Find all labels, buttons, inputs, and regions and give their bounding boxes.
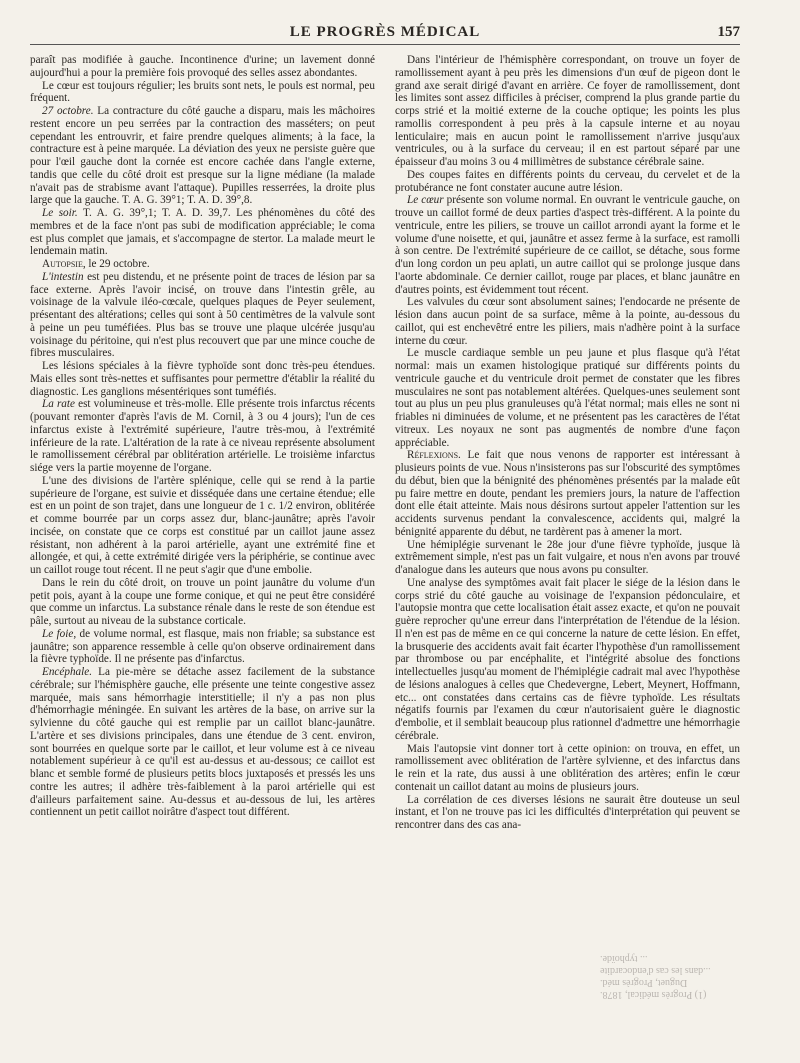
paragraph-text: Mais l'autopsie vint donner tort à cette opinion: on trouva, en effet, un ramollissement avec oblitération de l'artère sylvienne, et des infarctus dans le rein et la rate, dus aussi à une oblitération des artères; enfin le cœur contenait un caillot datant au moins de plusieurs jours. xyxy=(395,742,740,793)
paragraph-text: La pie-mère se détache assez facilement de la substance cérébrale; sur l'hémisphère gauche, elle présente une teinte congestive assez marquée, mais sans hémorrhagie interstitielle; il n'y a pas non plus d'hémorrhagie méningée. En suivant les artères de la base, on arrive sur la sylvienne du côté gauche qui est remplie par un caillot blanc-jaunâtre. L'artère et ses divisions principales, dans une étendue de 3 cent. environ, sont bourrées en quelque sorte par le caillot, et leur volume est à ce niveau notablement supérieur à ce qu'il est au-dessus et au-dessous; ce caillot est blanc et semble formé de plusieurs petits blocs juxtaposés et pressés les uns contre les autres; il adhère très-faiblement à la paroi artérielle qui est d'ailleurs parfaitement saine. Au-dessus et au-dessous de lui, les artères contiennent un petit caillot noirâtre d'aspect tout différent. xyxy=(30,666,375,819)
paragraph-lead: Réflexions. xyxy=(407,449,461,462)
paragraph-text: Une hémiplégie survenant le 28e jour d'une fièvre typhoïde, jusque là extrêmement simple, n'est pas un fait vulgaire, et nous n'en avons par trouvé d'analogue dans les auteurs que nous avons pu consulter. xyxy=(395,538,740,576)
paragraph xyxy=(395,347,740,449)
paragraph-text: Des coupes faites en différents points du cerveau, du cervelet et de la protubérance ne font constater aucune autre lésion. xyxy=(395,168,740,194)
paragraph-lead: Encéphale. xyxy=(42,666,93,678)
paragraph xyxy=(30,360,375,398)
paragraph-text: Le fait que nous venons de rapporter est intéressant à plusieurs points de vue. Nous n'insisterons pas sur l'obscurité des symptômes du début, bien que la bénignité des phénomènes présentés par la malade eût pu faire mettre en doute, pendant les premiers jours, la nature de l'affection dont elle était atteinte. Mais nous désirons surtout appeler l'attention sur les accidents survenus pendant la convalescence, accidents qui, malgré la bénignité apparente du début, ne tardèrent pas à amener la mort. xyxy=(395,449,740,538)
paragraph-lead: La rate xyxy=(42,398,75,411)
paragraph xyxy=(30,577,375,628)
paragraph xyxy=(30,207,375,258)
paragraph-text: de volume normal, est flasque, mais non friable; sa substance est jaunâtre; son apparence ressemble à celle qu'on observe ordinairement dans la fièvre typhoïde. Il ne présente pas d'infarctus. xyxy=(30,627,375,666)
paragraph-text: Les valvules du cœur sont absolument saines; l'endocarde ne présente de lésion dans aucun point de sa surface, même à la pointe, au-dessous du caillot, qui est enchevêtré entre les piliers, mais n'adhère point à la surface interne du cœur. xyxy=(395,296,740,347)
paragraph-lead: 27 octobre. xyxy=(42,105,94,117)
paragraph-text: paraît pas modifiée à gauche. Incontinence d'urine; un lavement donné aujourd'hui a pour la première fois provoqué des selles assez abondantes. xyxy=(30,54,375,79)
paragraph-lead: Le foie, xyxy=(42,627,77,640)
left-text-column xyxy=(30,54,375,1044)
paragraph xyxy=(395,54,740,169)
paragraph-text: Une analyse des symptômes avait fait placer le siége de la lésion dans le corps strié du côté gauche au voisinage de l'expansion pédonculaire, et l'autopsie montra que cette localisation était assez exacte, et qu'on ne pouvait guère reprocher qu'une erreur dans l'interprétation de l'étendue de la lésion. Il n'en est pas de même en ce qui concerne la nature de cette lésion. En effet, la brusquerie des accidents avait fait écarter l'hypothèse d'un ramollissement par thrombose ou par encéphalite, et l'intégrité absolue des fonctions intellectuelles jusqu'au moment de l'hémiplégie cadrait mal avec l'hypothèse de lésions analogues à celles que Chedevergne, Lebert, Meynert, Hoffmann, etc... ont constatées dans certains cas de fièvre typhoïde. Les résultats négatifs fournis par l'examen du cœur n'autorisaient guère le diagnostic d'embolie, et il semblait beaucoup plus rationnel d'admettre une hémorrhagie cérébrale. xyxy=(395,576,740,742)
paragraph xyxy=(30,475,375,577)
paragraph-text: est peu distendu, et ne présente point de traces de lésion par sa face externe. Après l'avoir incisé, on trouve dans l'intestin grêle, au voisinage de la valvule iléo-cœcale, quelques plaques de Peyer seulement, présentant des altérations; celles qui sont à 50 centimètres de la valvule sont à peine un peu tuméfiées. Plus bas se trouve une plaque ulcérée jusqu'au voisinage du péritoine, qui n'est plus recouvert que par une mince couche de fibres musculaires. xyxy=(30,270,375,360)
page-number: 157 xyxy=(717,24,740,40)
paragraph xyxy=(30,628,375,666)
paragraph xyxy=(30,54,375,80)
paragraph xyxy=(395,794,740,832)
paragraph xyxy=(395,296,740,347)
paragraph xyxy=(395,449,740,538)
page-header xyxy=(30,24,740,45)
paragraph-text: T. A. G. 39°,1; T. A. D. 39,7. Les phénomènes du côté des membres et de la face n'ont pas subi de modification appréciable; le coma est plus complet que jamais, et s'accompagne de stertor. La malade meurt le lendemain matin. xyxy=(30,207,375,258)
bleed-line: (1) Progrès médical, 1878. xyxy=(600,989,707,1000)
paragraph-lead: L'intestin xyxy=(42,270,84,283)
bleed-through-text xyxy=(600,900,750,1000)
paragraph xyxy=(30,258,375,271)
running-title: LE PROGRÈS MÉDICAL xyxy=(289,24,481,40)
paragraph-text: Dans le rein du côté droit, on trouve un point jaunâtre du volume d'un petit pois, ayant à la coupe une forme conique, et qui ne peut être considéré que comme un infarctus. La substance rénale dans le reste de son étendue est pâle, surtout au niveau de la substance corticale. xyxy=(30,576,375,627)
paragraph xyxy=(395,743,740,794)
right-text-column xyxy=(395,54,740,1044)
paragraph xyxy=(30,271,375,360)
bleed-line: Duguet, Progrès méd. xyxy=(600,977,688,988)
paragraph-text: Les lésions spéciales à la fièvre typhoïde sont donc très-peu étendues. Mais elles sont très-nettes et suffisantes pour permettre d'établir la réalité du diagnostic. Les ganglions mésentériques sont tuméfiés. xyxy=(30,360,375,398)
paragraph-lead: Le soir. xyxy=(42,207,78,219)
paragraph xyxy=(395,577,740,743)
paragraph-lead: Le cœur xyxy=(407,194,444,207)
paragraph xyxy=(30,398,375,475)
paragraph-text: le 29 octobre. xyxy=(85,258,150,270)
paragraph xyxy=(30,666,375,819)
paragraph xyxy=(395,539,740,577)
paragraph xyxy=(30,105,375,207)
paragraph-text: La contracture du côté gauche a disparu, mais les mâchoires restent encore un peu serrées par la contraction des masséters; on peut cependant les entrouvrir, et faire prendre quelques aliments; à la face, la contracture est à peine marquée. La déviation des yeux ne persiste guère que pour l'œil gauche dont la cornée est encore cachée dans l'angle externe, tandis que celle du côté droit est presque sur la ligne médiane (la malade n'avait pas de strabisme avant l'attaque). Pupilles resserrées, la droite plus large que la gauche. T. A. G. 39°1; T. A. D. 39°,8. xyxy=(30,105,375,207)
bleed-line: ... typhoïde. xyxy=(600,953,648,964)
paragraph-text: Le muscle cardiaque semble un peu jaune et plus flasque qu'à l'état normal: mais un examen histologique pratiqué sur différents points du ventricule gauche et du ventricule droit permet de constater que les fibres musculaires ne sont pas notablement altérées. Quelques-unes seulement sont tout au plus un peu plus granuleuses qu'à l'état normal; mais elles ne sont ni friables ni diminuées de volume, et ne présentent pas les caractères de l'état vitreux. Les noyaux ne sont pas augmentés de nombre d'une façon appréciable. xyxy=(395,347,740,449)
paragraph-text: est volumineuse et très-molle. Elle présente trois infarctus récents (pouvant remonter d'après l'avis de M. Cornil, à 3 ou 4 jours); l'un de ces infarctus existe à l'extrémité supérieure, l'autre très-mou, à l'extrémité inférieure de la rate. L'altération de la rate à ce niveau représente absolument le ramollissement cérébral par oblitération artérielle. Le troisième infarctus siége vers la partie moyenne de l'organe. xyxy=(30,398,375,474)
paragraph-text: Le cœur est toujours régulier; les bruits sont nets, le pouls est normal, peu fréquent. xyxy=(30,79,375,105)
paragraph-text: L'une des divisions de l'artère splénique, celle qui se rend à la partie supérieure de l'organe, est suivie et disséquée dans une certaine étendue; elle est en un point de son trajet, dans une longueur de 1 c. 1/2 environ, oblitérée et comme bourrée par un corps assez dur, blanc-jaunâtre; après l'avoir incisée, on constate que ce corps est constitué par un caillot jaune assez résistant, non adhérent à la paroi artérielle, ayant une extrémité fine et allongée, et qui, à cette extrémité dirigée vers la périphérie, se continue avec un caillot rouge tout récent. Il ne peut s'agir que d'une embolie. xyxy=(30,474,375,576)
paragraph xyxy=(395,169,740,195)
bleed-line: ...dans les cas d'endocardite xyxy=(600,965,711,976)
paragraph-text: présente son volume normal. En ouvrant le ventricule gauche, on trouve un caillot formé de deux parties d'aspect très-différent. A la pointe du ventricule, entre les piliers, se trouve un caillot arrondi ayant la forme et le volume d'une noisette, et qui, jaunâtre et assez ferme à la surface, est ramolli à son centre. De l'extrémité supérieure de ce caillot, se détache, sous forme d'un long cordon un peu aplati, un autre caillot qui se prolonge jusque dans l'aorte abdominale. Ce dernier caillot, rouge par places, et blanc jaunâtre en d'autres points, est évidemment tout récent. xyxy=(395,194,740,296)
paragraph xyxy=(30,80,375,106)
paragraph-lead: Autopsie, xyxy=(42,258,86,270)
paragraph xyxy=(395,194,740,296)
paragraph-text: La corrélation de ces diverses lésions ne saurait être douteuse un seul instant, et l'on ne trouve pas ici les difficultés d'interprétation qui peuvent se rencontrer dans des cas ana- xyxy=(395,793,740,831)
paragraph-text: Dans l'intérieur de l'hémisphère correspondant, on trouve un foyer de ramollissement ayant à peu près les dimensions d'un œuf de pigeon dont le grand axe serait dirigé d'avant en arrière. Ce foyer de ramollissement, dont les limites sont assez difficiles à préciser, comprend la plus grande partie du corps strié et la moitié externe de la couche optique; les points les plus ramollis correspondent à peu près à la capsule interne et au noyau lenticulaire; mais en aucun point le ramollissement n'arrive jusqu'aux ventricules, ou à la surface du cerveau; il en est partout séparé par une épaisseur d'au moins 3 ou 4 millimètres de substance cérébrale saine. xyxy=(395,54,740,168)
